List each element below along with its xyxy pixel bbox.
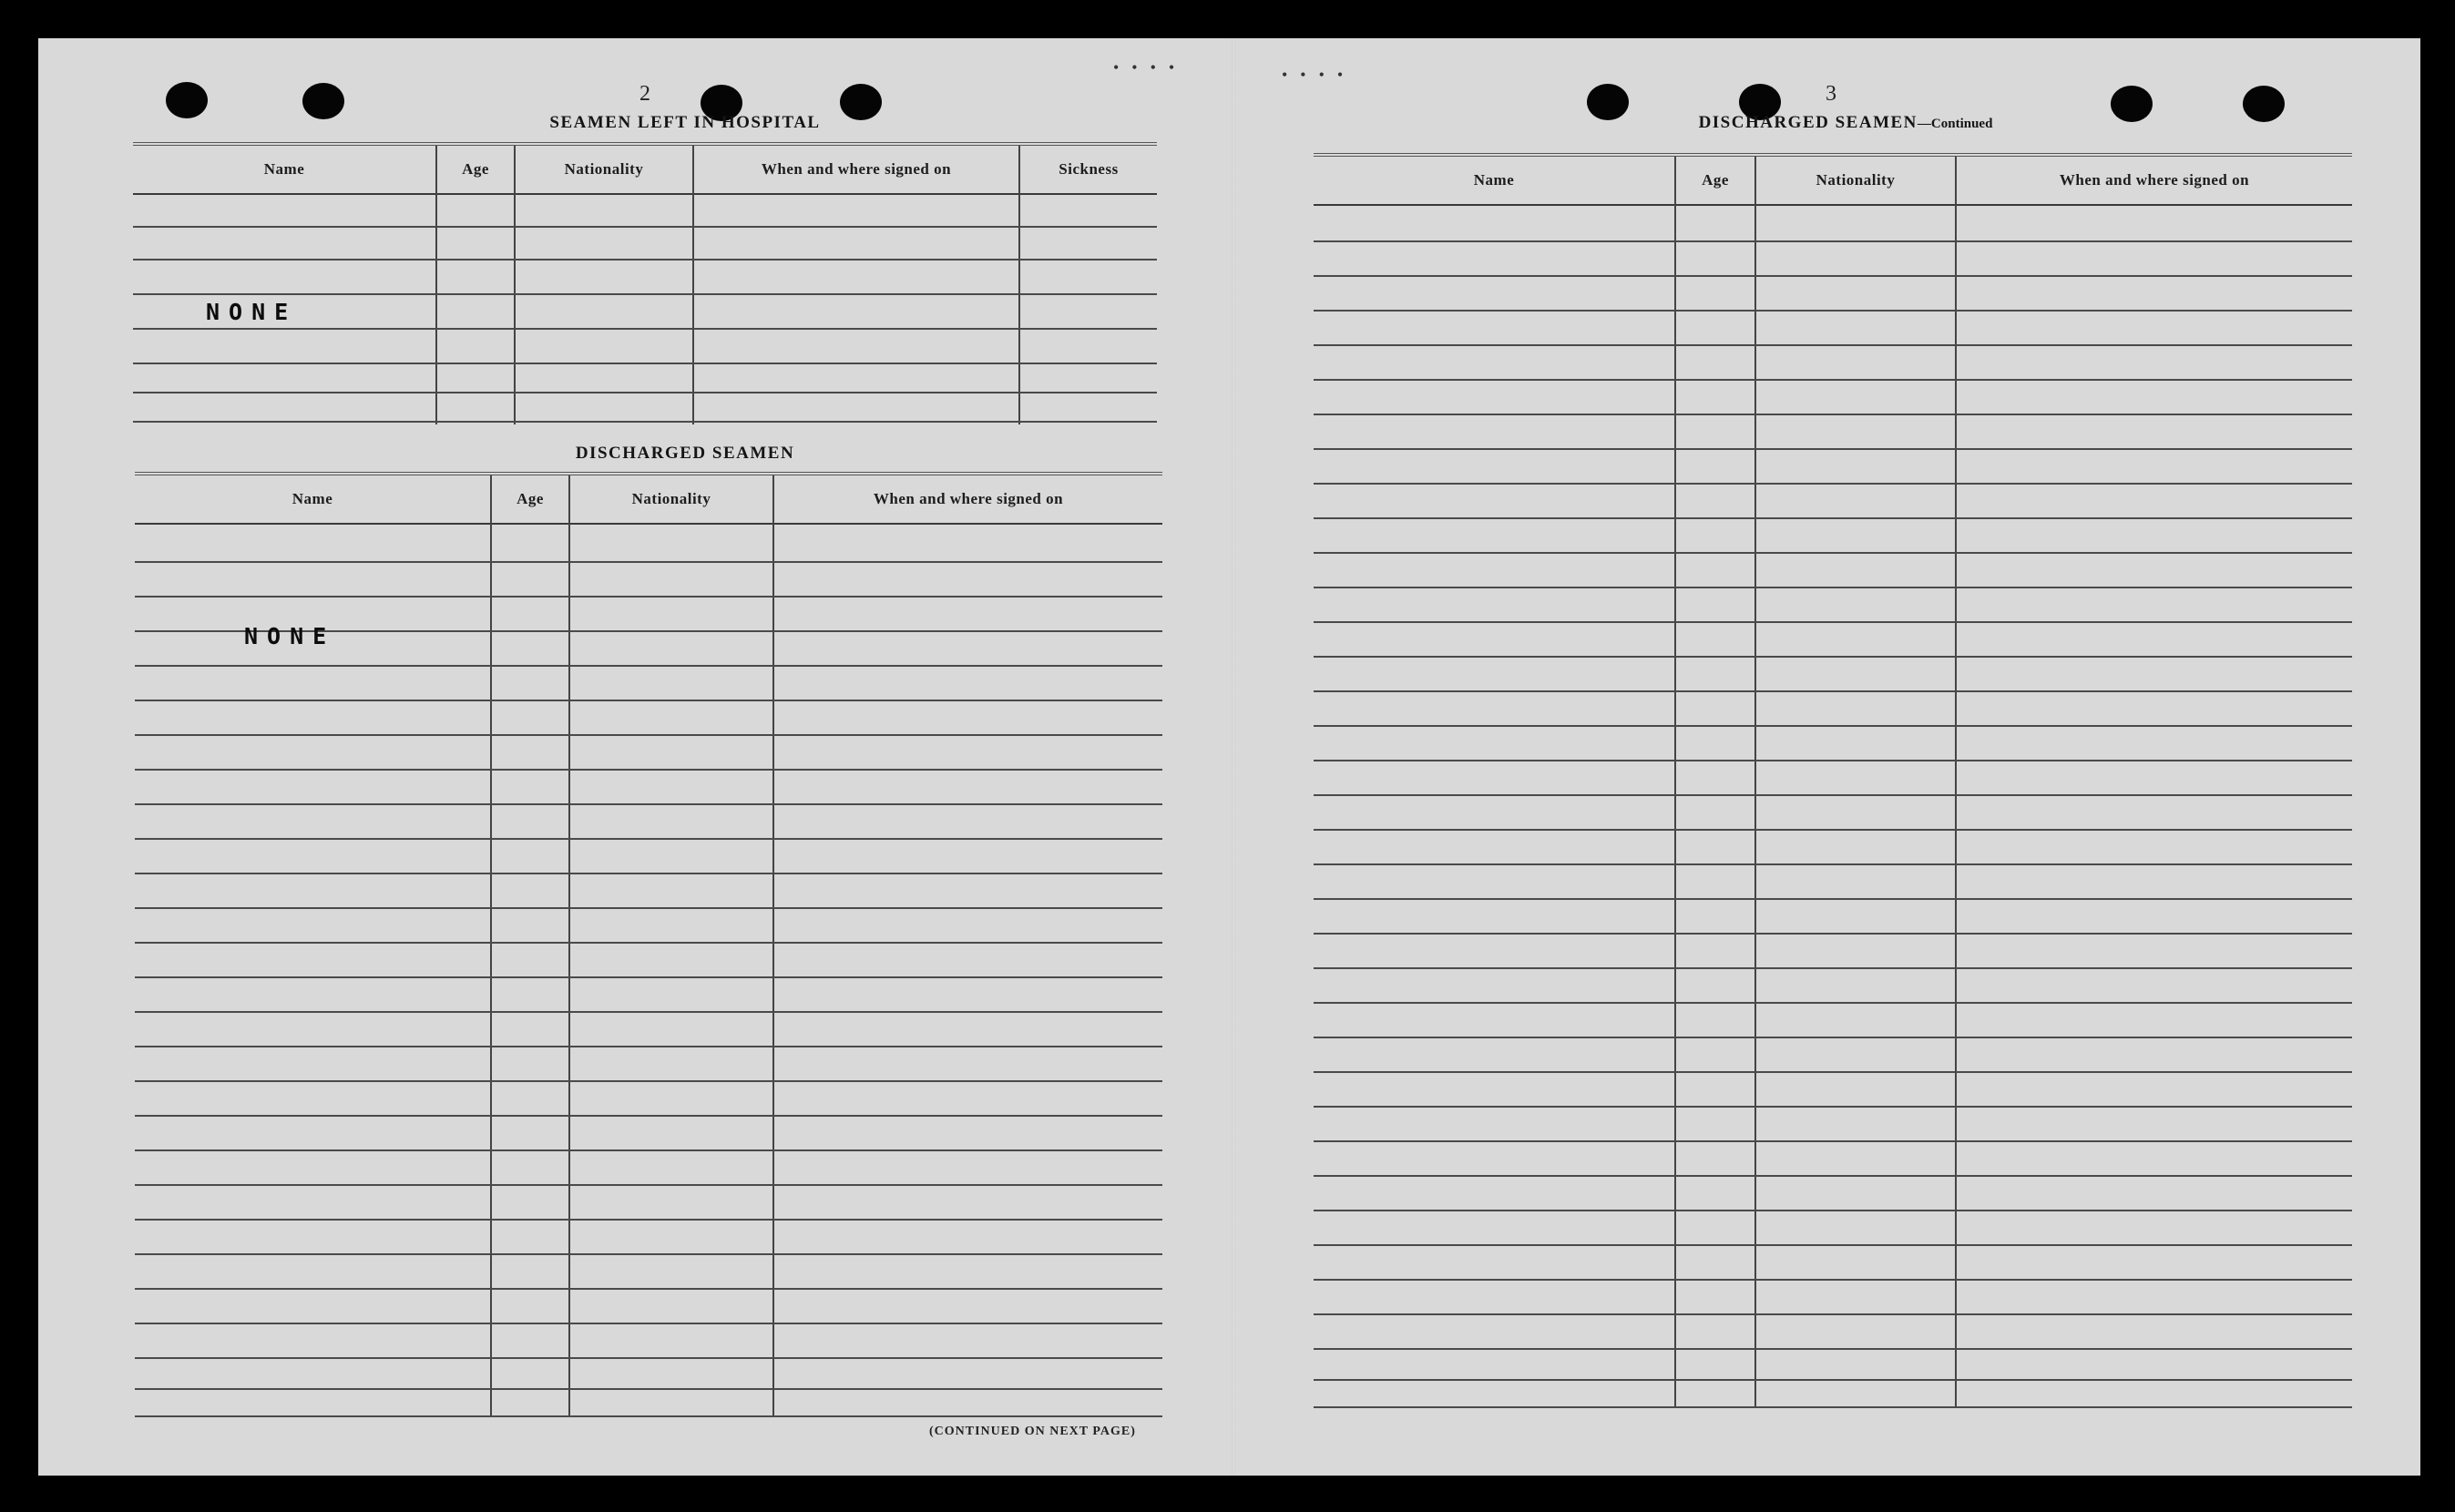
column-divider: [514, 146, 516, 424]
row-line: [1314, 414, 2352, 415]
row-line: [133, 392, 1157, 393]
column-divider: [772, 475, 774, 1415]
column-divider: [490, 475, 492, 1415]
row-line: [135, 734, 1162, 736]
right-page: [1235, 38, 2420, 1476]
column-header-name: Name: [1473, 171, 1515, 189]
column-header-age: Age: [517, 490, 544, 507]
none-stamp: NONE: [244, 623, 336, 649]
column-divider: [1018, 146, 1020, 424]
row-line: [135, 596, 1162, 598]
row-line: [1314, 1071, 2352, 1073]
discharged-table: [135, 472, 1162, 1430]
row-line: [135, 1011, 1162, 1013]
row-line: [135, 1357, 1162, 1359]
row-line: [135, 1415, 1162, 1417]
row-line: [135, 907, 1162, 909]
page-number: 2: [639, 82, 650, 106]
row-line: [135, 1288, 1162, 1290]
row-line: [1314, 1106, 2352, 1108]
column-header-age: Age: [1702, 171, 1729, 189]
row-line: [1314, 863, 2352, 865]
row-line: [135, 665, 1162, 667]
hospital-table: [133, 142, 1157, 424]
row-line: [1314, 621, 2352, 623]
column-divider: [435, 146, 437, 424]
row-line: [135, 1149, 1162, 1151]
row-line: [135, 976, 1162, 978]
row-line: [1314, 829, 2352, 831]
discharged-table-header: [135, 475, 1162, 525]
row-line: [1314, 1379, 2352, 1381]
row-line: [135, 838, 1162, 840]
row-line: [1314, 552, 2352, 554]
stray-marks: ••••: [1113, 58, 1188, 77]
document-sheet: [38, 38, 2420, 1476]
row-line: [1314, 967, 2352, 969]
column-header-signed-on: When and where signed on: [873, 490, 1064, 507]
row-line: [135, 1388, 1162, 1390]
row-line: [133, 421, 1157, 423]
row-line: [1314, 275, 2352, 277]
row-line: [1314, 517, 2352, 519]
row-line: [133, 293, 1157, 295]
row-line: [135, 942, 1162, 944]
row-line: [133, 328, 1157, 330]
row-line: [135, 1323, 1162, 1324]
section-title-hospital: SEAMEN LEFT IN HOSPITAL: [549, 113, 821, 132]
row-line: [133, 226, 1157, 228]
column-header-nationality: Nationality: [1816, 171, 1896, 189]
row-line: [1314, 1244, 2352, 1246]
column-header-age: Age: [462, 160, 489, 178]
row-line: [135, 561, 1162, 563]
row-line: [1314, 898, 2352, 900]
row-line: [135, 700, 1162, 701]
row-line: [1314, 1002, 2352, 1004]
row-line: [1314, 933, 2352, 935]
section-title-discharged: DISCHARGED SEAMEN: [575, 444, 795, 463]
column-divider: [692, 146, 694, 424]
column-header-nationality: Nationality: [631, 490, 711, 507]
row-line: [1314, 587, 2352, 588]
row-line: [1314, 310, 2352, 312]
discharged-continued-table: [1314, 153, 2352, 1432]
section-title-suffix: —Continued: [1917, 117, 1993, 131]
continued-footer: (CONTINUED ON NEXT PAGE): [929, 1425, 1136, 1438]
column-header-name: Name: [263, 160, 305, 178]
row-line: [135, 803, 1162, 805]
row-line: [1314, 1175, 2352, 1177]
column-divider: [568, 475, 570, 1415]
section-title-text: DISCHARGED SEAMEN: [1698, 113, 1918, 132]
row-line: [1314, 1313, 2352, 1315]
column-header-signed-on: When and where signed on: [761, 160, 952, 178]
row-line: [1314, 448, 2352, 450]
row-line: [1314, 379, 2352, 381]
row-line: [133, 363, 1157, 364]
row-line: [1314, 240, 2352, 242]
row-line: [1314, 794, 2352, 796]
row-line: [135, 873, 1162, 874]
row-line: [135, 1046, 1162, 1047]
hospital-table-header: [133, 146, 1157, 195]
row-line: [1314, 1279, 2352, 1281]
left-page: [38, 38, 1232, 1476]
row-line: [1314, 690, 2352, 692]
row-line: [1314, 760, 2352, 761]
none-stamp: NONE: [206, 299, 298, 325]
row-line: [135, 1253, 1162, 1255]
row-line: [135, 1080, 1162, 1082]
row-line: [1314, 1348, 2352, 1350]
row-line: [135, 1219, 1162, 1221]
column-header-signed-on: When and where signed on: [2059, 171, 2250, 189]
column-header-sickness: Sickness: [1059, 160, 1119, 178]
row-line: [1314, 656, 2352, 658]
row-line: [135, 769, 1162, 771]
stray-marks: ••••: [1282, 66, 1356, 84]
row-line: [1314, 1140, 2352, 1142]
row-line: [1314, 483, 2352, 485]
row-line: [133, 259, 1157, 261]
row-line: [135, 1115, 1162, 1117]
discharged-continued-table-header: [1314, 157, 2352, 206]
column-header-name: Name: [292, 490, 333, 507]
column-header-nationality: Nationality: [564, 160, 644, 178]
section-title-discharged-continued: [1672, 113, 2019, 133]
row-line: [135, 1184, 1162, 1186]
page-number: 3: [1826, 82, 1836, 106]
row-line: [1314, 344, 2352, 346]
row-line: [1314, 1406, 2352, 1408]
row-line: [1314, 1210, 2352, 1211]
row-line: [1314, 725, 2352, 727]
row-line: [1314, 1037, 2352, 1038]
